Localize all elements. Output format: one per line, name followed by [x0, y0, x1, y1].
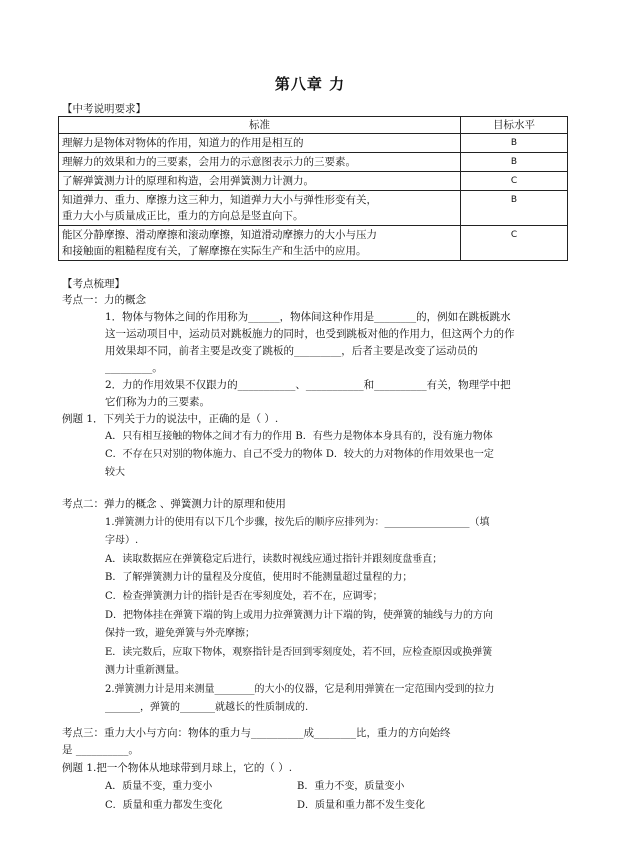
requirements-heading: 【中考说明要求】	[62, 103, 146, 115]
topic1-q2-line: 2．力的作用效果不仅跟力的___________、___________和__________有关，物理学中把	[105, 379, 511, 391]
table-header-row	[59, 117, 568, 134]
topic3-line: 考点三：重力大小与方向：物体的重力与__________成________比，重力的方向始终	[62, 727, 451, 739]
topic2-line: _______，弹簧的_______就越长的性质制成的.	[105, 702, 309, 713]
example1-option-line: C．不存在只对别的物体施力、自己不受力的物体 D．较大的力对物体的作用效果也一定	[105, 449, 494, 460]
standard-text: 重力大小与质量成正比，重力的方向总是竖直向下。	[62, 210, 304, 222]
example1-option-line: 较大	[105, 467, 125, 478]
chapter-title: 第八章 力	[274, 75, 346, 93]
topic2-line: C．检查弹簧测力计的指针是否在零刻度处，若不在，应调零；	[105, 591, 383, 602]
topic2-line: E．读完数后，应取下物体，观察指针是否回到零刻度处，若不回，应检查原因或换弹簧	[105, 647, 493, 658]
example3-stem: 例题 1.把一个物体从地球带到月球上，它的（ ）.	[62, 762, 293, 774]
topic1-q1-line: 用效果却不同，前者主要是改变了跳板的_________，后者主要是改变了运动员的	[105, 345, 478, 357]
example3-option-a: A．质量不变，重力变小	[105, 781, 213, 792]
header-level: 目标水平	[461, 117, 568, 134]
requirements-table	[58, 116, 568, 261]
review-heading: 【考点梳理】	[62, 278, 125, 290]
standard-text: 和接触面的粗糙程度有关，了解摩擦在实际生产和生活中的应用。	[62, 245, 367, 257]
standard-cell	[59, 226, 461, 261]
topic2-line: 测力计重新测量。	[105, 665, 185, 676]
standard-text: 能区分静摩擦、滑动摩擦和滚动摩擦，知道滑动摩擦力的大小与压力	[62, 229, 377, 241]
topic1-q1-line: _________。	[105, 362, 163, 374]
table-row	[59, 153, 568, 172]
table-row	[59, 134, 568, 153]
standard-cell	[59, 153, 461, 172]
standard-cell	[59, 134, 461, 153]
topic3-line: 是 __________。	[62, 744, 139, 756]
topic1-q1-line: 1．物体与物体之间的作用称为______，物体间这种作用是________的，例如在跳板跳水	[105, 311, 511, 323]
topic2-line: D．把物体挂在弹簧下端的钩上或用力拉弹簧测力计下端的钩，使弹簧的轴线与力的方向	[105, 610, 494, 621]
topic2-line: B．了解弹簧测力计的量程及分度值，使用时不能测量超过量程的力；	[105, 572, 413, 583]
example3-option-b: B．重力不变，质量变小	[297, 781, 405, 792]
standard-text: 理解力的效果和力的三要素，会用力的示意图表示力的三要素。	[62, 156, 356, 168]
standard-text: 理解力是物体对物体的作用，知道力的作用是相互的	[62, 137, 304, 149]
topic1-q2-line: 它们称为力的三要素。	[105, 396, 210, 408]
standard-cell	[59, 172, 461, 191]
header-standard: 标准	[59, 117, 461, 134]
example1-option-line: A．只有相互接触的物体之间才有力的作用 B．有些力是物体本身具有的，没有施力物体	[105, 431, 493, 442]
level-cell: C	[461, 226, 568, 261]
example1-stem: 例题 1．下列关于力的说法中，正确的是（ ）.	[62, 413, 279, 425]
standard-text: 知道弹力、重力、摩擦力这三种力，知道弹力大小与弹性形变有关，	[62, 194, 377, 206]
topic2-line: 保持一致，避免弹簧与外壳摩擦；	[105, 628, 255, 639]
topic1-title: 考点一：力的概念	[62, 294, 146, 306]
example3-option-d: D．质量和重力都不发生变化	[297, 800, 426, 811]
topic2-line: 1.弹簧测力计的使用有以下几个步骤，按先后的顺序应排列为：_________________（填	[105, 517, 490, 528]
level-cell: B	[461, 153, 568, 172]
standard-text: 了解弹簧测力计的原理和构造，会用弹簧测力计测力。	[62, 175, 314, 187]
topic1-q1-line: 这一运动项目中，运动员对跳板施力的同时，也受到跳板对他的作用力，但这两个力的作	[105, 328, 515, 340]
topic2-line: 2.弹簧测力计是用来测量________的大小的仪器，它是利用弹簧在一定范围内受到的拉力	[105, 684, 495, 695]
table-row	[59, 172, 568, 191]
level-cell: C	[461, 172, 568, 191]
table-row	[59, 191, 568, 226]
topic2-line: A．读取数据应在弹簧稳定后进行，读数时视线应通过指针并跟刻度盘垂直；	[105, 554, 443, 565]
example3-option-c: C．质量和重力都发生变化	[105, 800, 223, 811]
topic2-line: 字母）.	[105, 535, 139, 546]
level-cell: B	[461, 134, 568, 153]
level-cell: B	[461, 191, 568, 226]
topic2-title: 考点二：弹力的概念 、弹簧测力计的原理和使用	[62, 498, 286, 510]
table-row	[59, 226, 568, 261]
standard-cell	[59, 191, 461, 226]
